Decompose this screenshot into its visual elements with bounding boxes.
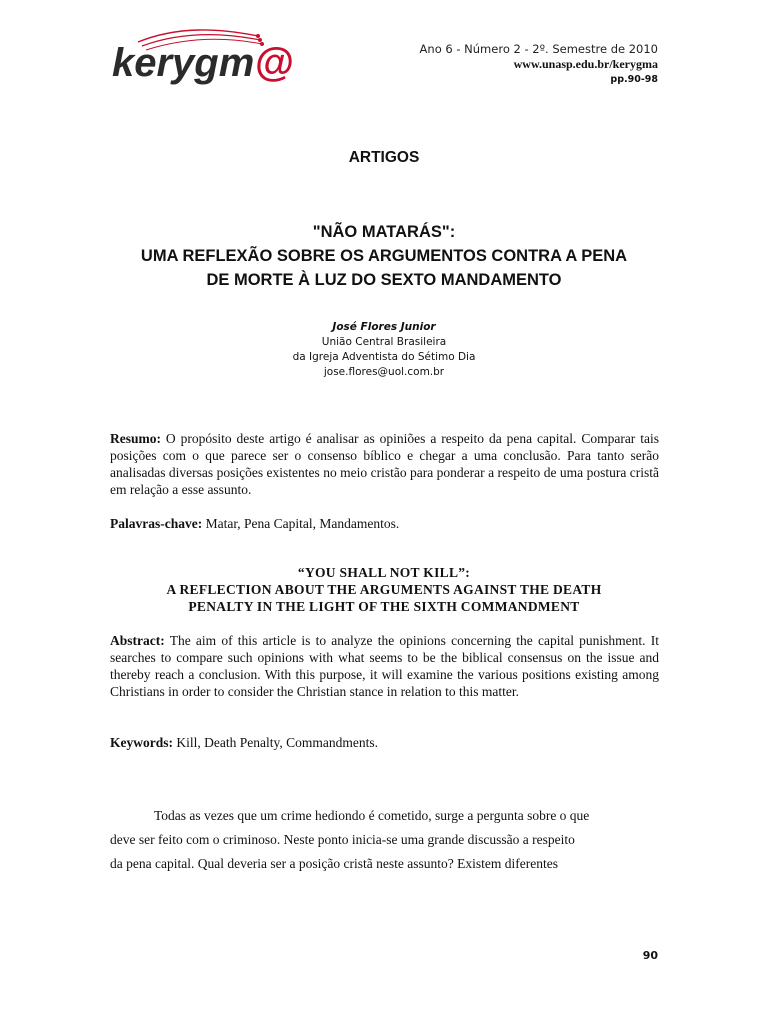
palavras-label: Palavras-chave: (110, 516, 203, 531)
author-affiliation-1: União Central Brasileira (321, 336, 447, 348)
issue-info: Ano 6 - Número 2 - 2º. Semestre de 2010 (419, 42, 658, 56)
en-title-line-2: A REFLECTION ABOUT THE ARGUMENTS AGAINST THE DEATH (166, 582, 602, 597)
page-range: pp.90-98 (610, 74, 658, 85)
body-line-2: deve ser feito com o criminoso. Neste ponto inicia-se uma grande discussão a respeito (110, 832, 575, 847)
keywords-paragraph (110, 734, 659, 751)
en-title-line-3: PENALTY IN THE LIGHT OF THE SIXTH COMMANDMENT (188, 599, 580, 614)
body-line-3: da pena capital. Qual deveria ser a posição cristã neste assunto? Existem diferentes (110, 856, 558, 871)
body-line-1: Todas as vezes que um crime hediondo é cometido, surge a pergunta sobre o que (154, 808, 590, 823)
kerygma-logo (108, 24, 298, 88)
journal-info (420, 42, 658, 87)
palavras-text: Matar, Pena Capital, Mandamentos. (202, 516, 400, 531)
author-name: José Flores Junior (332, 321, 436, 333)
article-title (0, 220, 768, 292)
resumo-label: Resumo: (110, 431, 161, 446)
resumo-text: O propósito deste artigo é analisar as opiniões a respeito da pena capital. Comparar tais posições com o que parece ser o consenso bíblico e chegar a uma conclusão. Para tanto serão analisadas diversas posições existentes no meio cristão para ponderar a respeito de uma postura cristã em relação a esse assunto. (110, 431, 659, 497)
title-line-1: "NÃO MATARÁS": (312, 223, 456, 241)
body-paragraph (110, 804, 659, 876)
website-link[interactable]: www.unasp.edu.br/kerygma (513, 57, 658, 71)
title-line-3: DE MORTE À LUZ DO SEXTO MANDAMENTO (206, 271, 562, 289)
author-block (0, 320, 768, 380)
author-affiliation-2: da Igreja Adventista do Sétimo Dia (292, 351, 476, 363)
author-email[interactable]: jose.flores@uol.com.br (323, 366, 445, 378)
abstract-label: Abstract: (110, 633, 165, 648)
keywords-label: Keywords: (110, 735, 173, 750)
abstract-paragraph (110, 632, 659, 700)
english-title (0, 564, 768, 615)
resumo-paragraph (110, 430, 659, 498)
kerygma-logo-graphic (108, 24, 298, 88)
section-heading: ARTIGOS (348, 149, 420, 166)
page-number: 90 (642, 949, 658, 962)
palavras-chave-paragraph (110, 515, 659, 532)
en-title-line-1: “YOU SHALL NOT KILL”: (297, 565, 471, 580)
abstract-text: The aim of this article is to analyze the opinions concerning the capital punishment. It searches to compare such opinions with what seems to be the biblical consensus on the issue and thereby reach a conclusion. With this purpose, it will examine the various positions existing among Christians in order to consider the Christian stance in relation to this matter. (110, 633, 659, 699)
keywords-text: Kill, Death Penalty, Commandments. (173, 735, 378, 750)
logo-text: kerygm@ (112, 41, 294, 85)
title-line-2: UMA REFLEXÃO SOBRE OS ARGUMENTOS CONTRA A PENA (140, 247, 628, 265)
